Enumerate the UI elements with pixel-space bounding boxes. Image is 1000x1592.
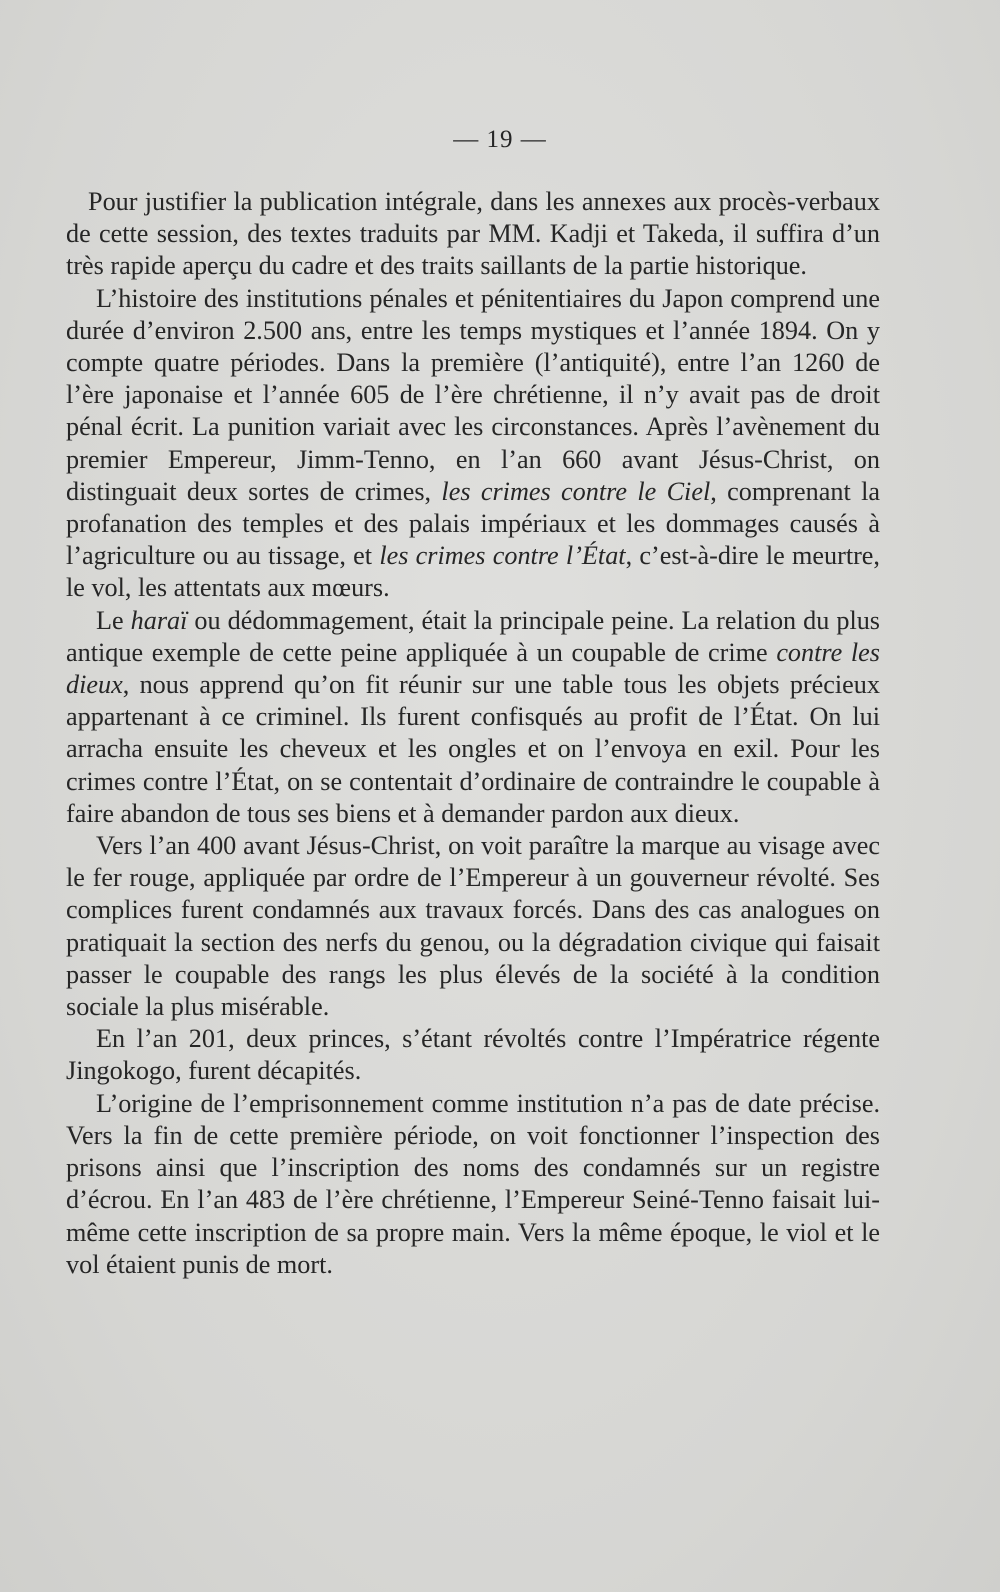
text-run: Vers l’an 400 avant Jésus-Christ, on voit paraître la marque au visage avec le fer rouge, appliquée par ordre de l’Empereur à un gouverneur révolté. Ses complices furent condamnés aux travaux forcés. Dans des cas analogues on pratiquait la section des nerfs du genou, ou la dégradation civique qui faisait passer le coupable des rangs les plus élevés de la société à la condition sociale la plus misérable. [66, 831, 880, 1022]
italic-phrase: les crimes contre l’État [379, 541, 626, 571]
body-text [66, 186, 880, 1281]
italic-phrase: les crimes contre le Ciel [441, 476, 711, 506]
text-run: , c’est-à-dire le meurtre, le vol, les attentats aux mœurs. [66, 541, 880, 603]
paragraph [66, 186, 880, 283]
text-run: , nous apprend qu’on fit réunir sur une table tous les objets précieux appartenant à ce criminel. Ils furent confisqués au profit de l’État. On lui arracha ensuite les cheveux et les ongles et on l’envoya en exil. Pour les crimes contre l’État, on se contentait d’ordinaire de contraindre le coupable à faire abandon de tous ses biens et à demander pardon aux dieux. [66, 670, 880, 828]
paragraph [66, 1023, 880, 1087]
italic-phrase: haraï [130, 605, 188, 635]
text-run: L’histoire des institutions pénales et pénitentiaires du Japon comprend une durée d’environ 2.500 ans, entre les temps mystiques et l’année 1894. On y compte quatre périodes. Dans la première (l’antiquité), entre l’an 1260 de l’ère japonaise et l’année 605 de l’ère chrétienne, il n’y avait pas de droit pénal écrit. La punition variait avec les circonstances. Après l’avènement du premier Empereur, Jimm-Tenno, en l’an 660 avant Jésus-Christ, on distinguait deux sortes de crimes, [66, 283, 880, 506]
text-run: En l’an 201, deux princes, s’étant révoltés contre l’Impératrice régente Jingokogo, furent décapités. [66, 1024, 880, 1086]
paragraph [66, 830, 880, 1023]
text-run: Pour justifier la publication intégrale, dans les annexes aux procès-verbaux de cette session, des textes traduits par MM. Kadji et Takeda, il suffira d’un très rapide aperçu du cadre et des traits saillants de la partie historique. [66, 187, 880, 281]
paragraph [66, 605, 880, 830]
page-number: — 19 — [453, 126, 547, 153]
text-run: Le [96, 605, 131, 635]
paragraph [66, 283, 880, 605]
text-run: , comprenant la profanation des temples et des palais impériaux et les dommages causés à l’agriculture ou au tissage, et [66, 476, 880, 571]
italic-phrase: contre les dieux [66, 637, 880, 700]
text-run: L’origine de l’emprisonnement comme institution n’a pas de date précise. Vers la fin de cette première période, on voit fonctionner l’inspection des prisons ainsi que l’inscription des noms des condamnés sur un registre d’écrou. En l’an 483 de l’ère chrétienne, l’Empereur Seiné-Tenno faisait lui-même cette inscription de sa propre main. Vers la même époque, le viol et le vol étaient punis de mort. [66, 1088, 880, 1279]
paragraph [66, 1088, 880, 1281]
text-run: ou dédommagement, était la principale peine. La relation du plus antique exemple de cette peine appliquée à un coupable de crime [66, 605, 880, 667]
